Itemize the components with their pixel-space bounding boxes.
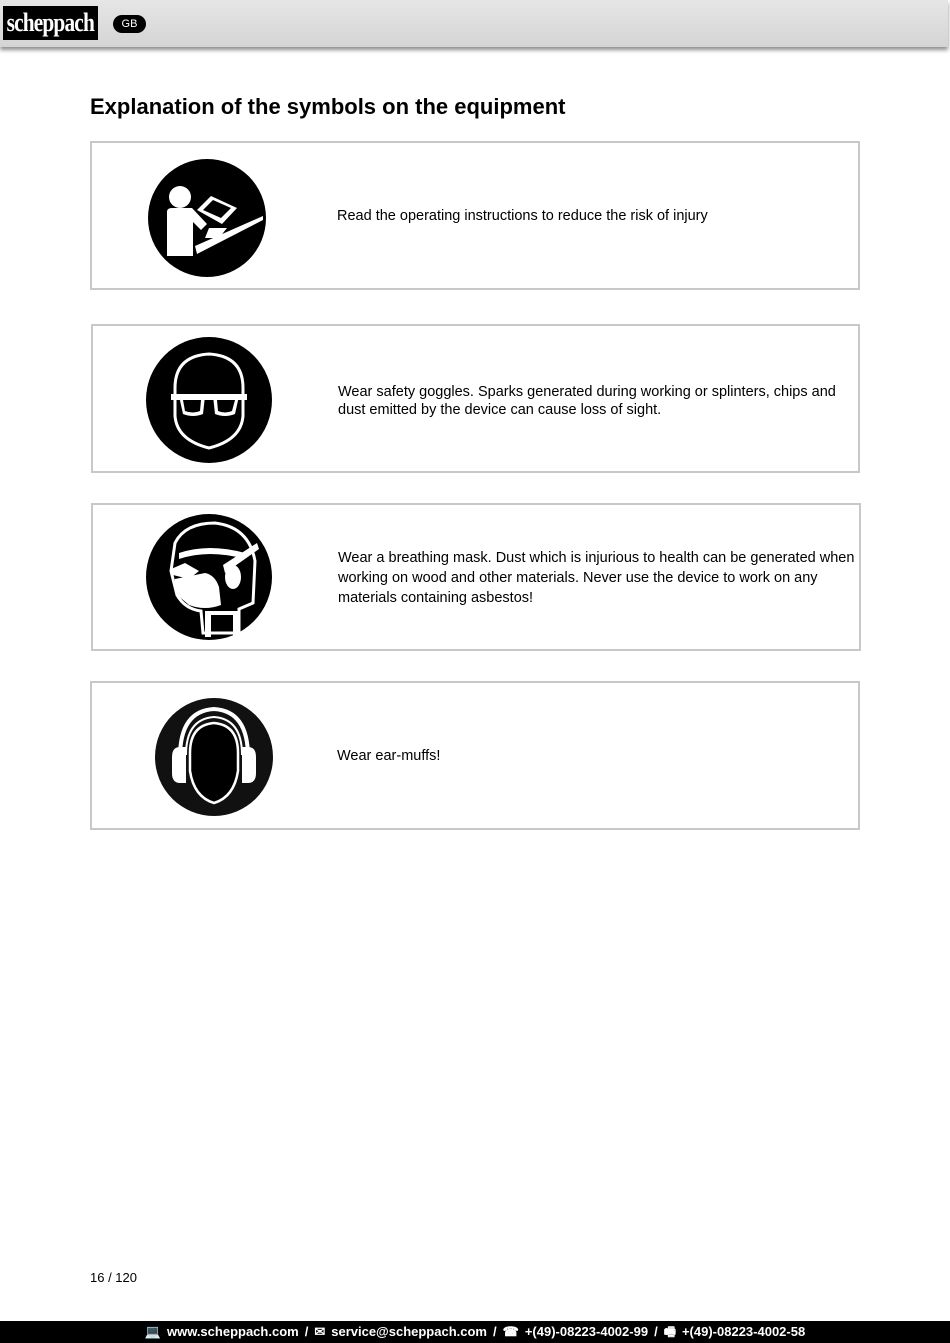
fax-icon: 🖷	[663, 1324, 676, 1339]
symbol-row-read-manual	[90, 141, 860, 290]
language-badge: GB	[113, 15, 146, 33]
phone-icon: ☎	[502, 1324, 519, 1339]
symbol-description: Wear a breathing mask. Dust which is injurious to health can be generated when working on wood and other materials. Never use the device to work on any materials containing asbestos!	[338, 550, 855, 606]
logo-text: scheppach	[6, 8, 95, 37]
symbol-description: Wear ear-muffs!	[337, 748, 441, 764]
read-manual-icon	[147, 158, 267, 278]
website-icon: 💻	[144, 1324, 161, 1339]
footer-phone[interactable]: +(49)-08223-4002-99	[524, 1324, 649, 1339]
symbol-description: Wear safety goggles. Sparks generated during working or splinters, chips and dust emitted by the device can cause loss of sight.	[338, 384, 836, 418]
scheppach-logo	[3, 6, 98, 40]
footer-separator: /	[493, 1324, 497, 1339]
footer-separator: /	[304, 1324, 309, 1339]
email-icon: ✉	[314, 1324, 326, 1339]
footer-fax: +(49)-08223-4002-58	[681, 1324, 806, 1339]
symbol-row-safety-goggles	[91, 324, 860, 473]
footer-email-link[interactable]: service@scheppach.com	[331, 1324, 487, 1339]
footer-separator: /	[654, 1324, 658, 1339]
header-bar	[0, 0, 948, 47]
page-number: 16 / 120	[90, 1270, 137, 1285]
breathing-mask-icon	[145, 513, 273, 641]
footer-website-link[interactable]: www.scheppach.com	[166, 1324, 299, 1339]
symbol-description: Read the operating instructions to reduce the risk of injury	[337, 208, 708, 224]
symbol-row-ear-muffs	[90, 681, 860, 830]
ear-muffs-icon	[154, 697, 274, 817]
symbol-row-breathing-mask	[91, 503, 861, 651]
footer-contact-bar	[0, 1321, 950, 1343]
page-title: Explanation of the symbols on the equipment	[90, 94, 566, 119]
safety-goggles-icon	[145, 336, 273, 464]
